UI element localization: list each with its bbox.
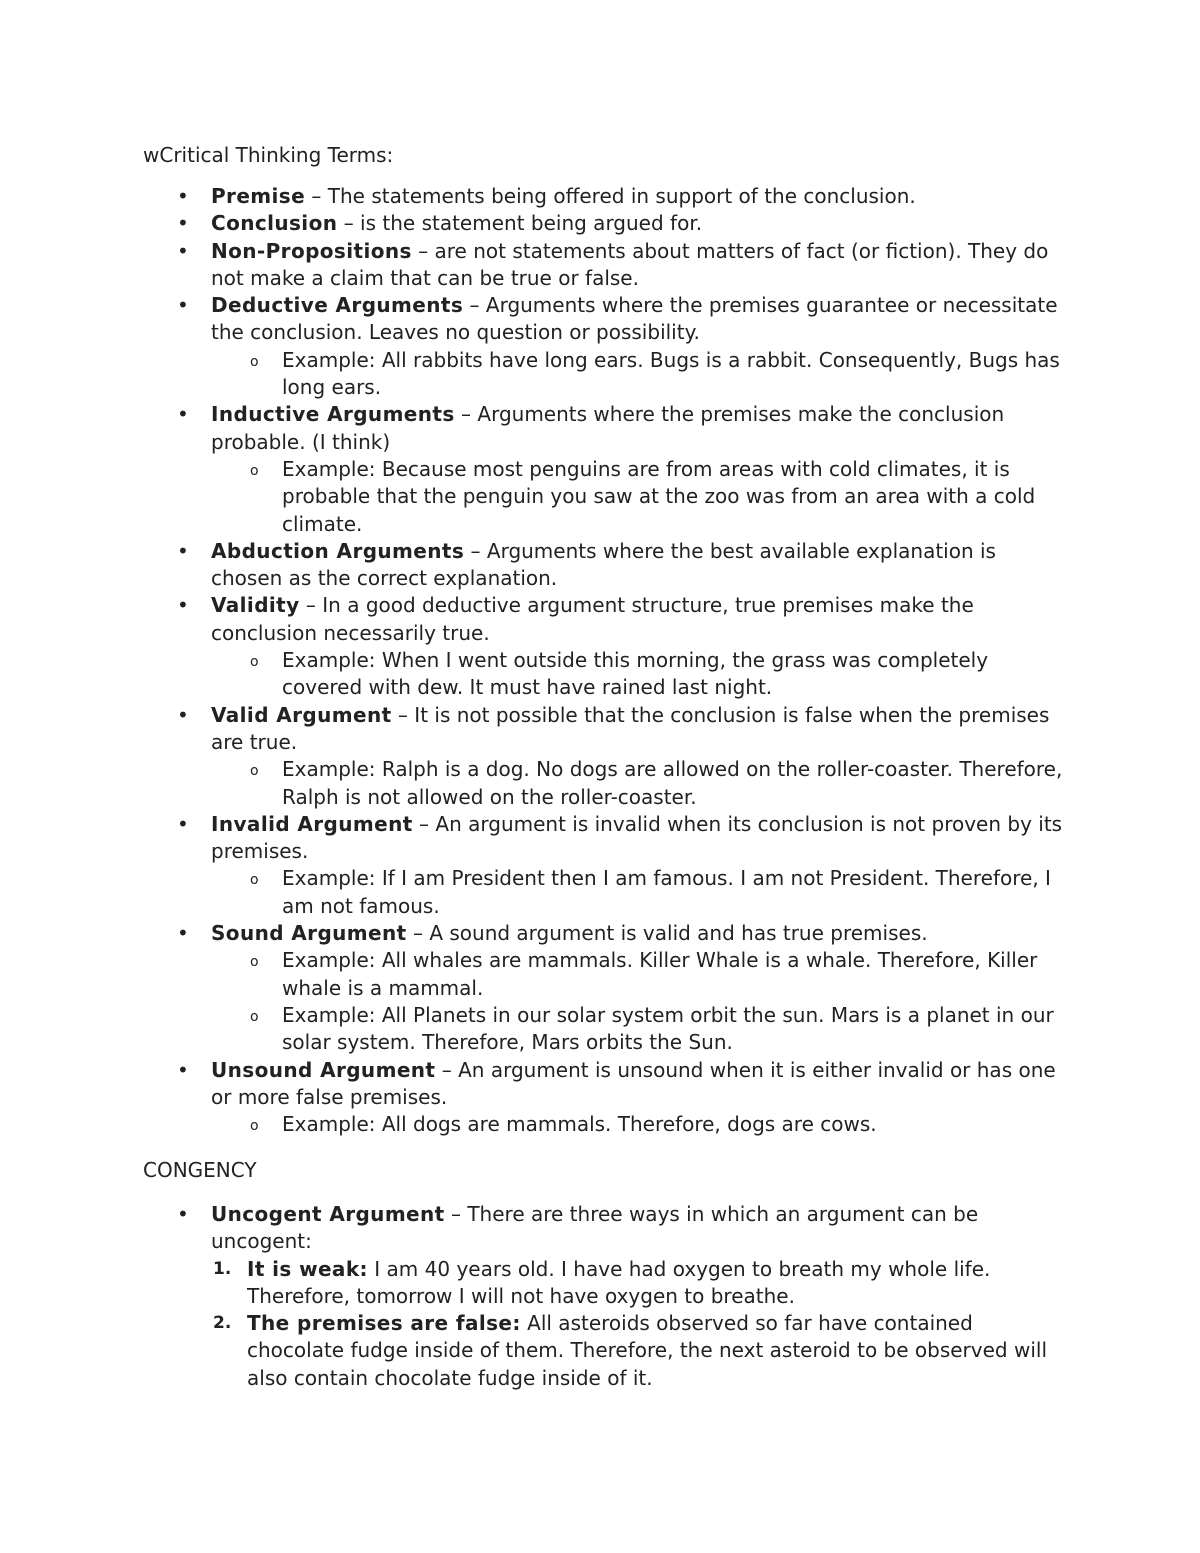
example-item: o Example: Ralph is a dog. No dogs are allowed on the roller-coaster. Therefore, Ralph is not allowed on the roller-coaster. <box>282 756 1071 811</box>
examples-list <box>211 347 1071 402</box>
term-definition: – is the statement being argued for. <box>337 211 703 236</box>
term-invalid-argument <box>211 811 1071 920</box>
term-name: Validity <box>211 593 300 618</box>
document-title: wCritical Thinking Terms: <box>143 143 394 167</box>
examples-list <box>211 756 1071 811</box>
term-premise <box>211 183 1071 210</box>
term-name: Abduction Arguments <box>211 538 465 563</box>
example-item: o Example: If I am President then I am famous. I am not President. Therefore, I am not famous. <box>282 865 1071 920</box>
term-deductive-arguments <box>211 292 1071 401</box>
term-name: Unsound Argument <box>211 1057 436 1082</box>
term-name: Deductive Arguments <box>211 293 464 318</box>
way-label: The premises are false: <box>247 1311 521 1336</box>
term-name: Valid Argument <box>211 702 392 727</box>
term-definition: – It is not possible that the conclusion is false when the premises are true. <box>211 702 1050 754</box>
way-item <box>213 1310 1071 1392</box>
section-heading: CONGENCY <box>143 1158 257 1182</box>
way-text: All asteroids observed so far have contained chocolate fudge inside of them. Therefore, the next asteroid to be observed will also contain chocolate fudge inside of it. <box>247 1311 1047 1390</box>
term-definition: – The statements being offered in support of the conclusion. <box>305 184 916 208</box>
example-item: o Example: Because most penguins are from areas with cold climates, it is probable that the penguin you saw at the zoo was from an area with a cold climate. <box>282 456 1071 538</box>
term-validity <box>211 592 1071 701</box>
example-item: o Example: All whales are mammals. Killer Whale is a whale. Therefore, Killer whale is a mammal. <box>282 947 1071 1002</box>
term-definition: – are not statements about matters of fact (or fiction). They do not make a claim that can be true or false. <box>211 238 1049 290</box>
example-item: o Example: When I went outside this morning, the grass was completely covered with dew. It must have rained last night. <box>282 647 1071 702</box>
term-name: Premise <box>211 184 306 208</box>
way-text: I am 40 years old. I have had oxygen to breath my whole life. Therefore, tomorrow I will not have oxygen to breathe. <box>247 1256 991 1308</box>
term-definition: – An argument is unsound when it is either invalid or has one or more false premises. <box>211 1057 1056 1109</box>
term-non-propositions <box>211 238 1071 293</box>
way-number: 2. <box>213 1313 232 1334</box>
uncogent-ways-list <box>211 1256 1071 1392</box>
term-uncogent-argument <box>211 1201 1071 1392</box>
examples-list <box>211 1111 1071 1138</box>
term-abduction-arguments <box>211 538 1071 593</box>
term-name: Sound Argument <box>211 921 407 946</box>
term-inductive-arguments <box>211 401 1071 537</box>
term-name: Non-Propositions <box>211 238 412 263</box>
term-definition: – A sound argument is valid and has true premises. <box>406 921 928 946</box>
example-item: o Example: All dogs are mammals. Therefore, dogs are cows. <box>282 1111 1071 1138</box>
term-name: Invalid Argument <box>211 811 413 836</box>
way-label: It is weak: <box>247 1256 368 1281</box>
example-item: o Example: All rabbits have long ears. Bugs is a rabbit. Consequently, Bugs has long ears. <box>282 347 1071 402</box>
term-definition: – Arguments where the premises guarantee or necessitate the conclusion. Leaves no question or possibility. <box>211 293 1058 345</box>
term-name: Uncogent Argument <box>211 1202 445 1226</box>
examples-list <box>211 947 1071 1056</box>
term-name: Inductive Arguments <box>211 402 455 427</box>
term-definition: – In a good deductive argument structure, true premises make the conclusion necessarily true. <box>211 593 974 645</box>
term-definition: – There are three ways in which an argument can be uncogent: <box>211 1202 979 1254</box>
term-conclusion <box>211 210 1071 237</box>
term-definition: – Arguments where the best available explanation is chosen as the correct explanation. <box>211 538 996 591</box>
example-item: o Example: All Planets in our solar system orbit the sun. Mars is a planet in our solar system. Therefore, Mars orbits the Sun. <box>282 1002 1071 1057</box>
term-unsound-argument <box>211 1057 1071 1139</box>
term-valid-argument <box>211 702 1071 811</box>
cogency-list <box>211 1201 1071 1392</box>
way-item <box>213 1256 1071 1311</box>
examples-list <box>211 647 1071 702</box>
term-definition: – Arguments where the premises make the conclusion probable. (I think) <box>211 402 1005 454</box>
examples-list <box>211 865 1071 920</box>
way-number: 1. <box>213 1258 232 1279</box>
examples-list <box>211 456 1071 538</box>
term-sound-argument <box>211 920 1071 1056</box>
term-definition: – An argument is invalid when its conclusion is not proven by its premises. <box>211 811 1063 864</box>
terms-list <box>211 183 1071 1138</box>
term-name: Conclusion <box>211 211 338 236</box>
